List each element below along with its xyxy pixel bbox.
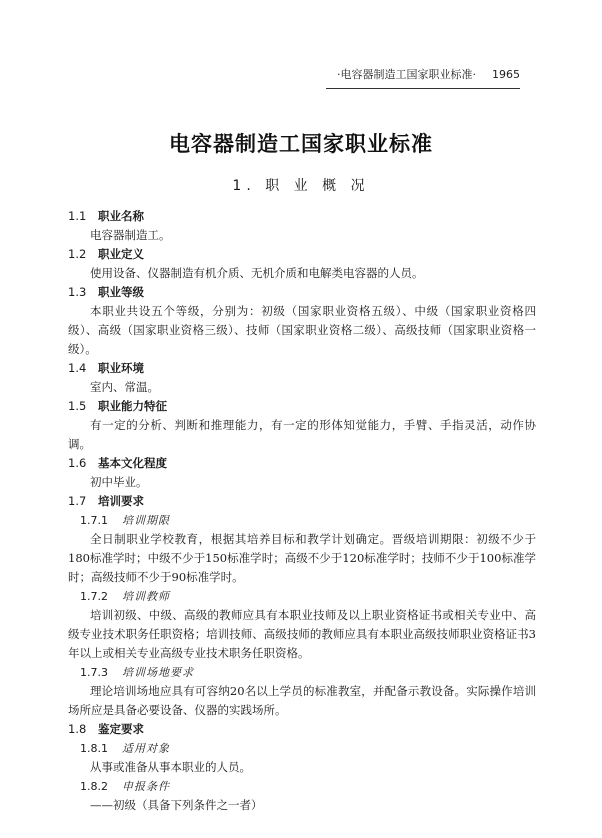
page-title: 电容器制造工国家职业标准	[169, 132, 433, 156]
section-title: 培训要求	[98, 494, 144, 508]
running-title: ·电容器制造工国家职业标准·	[337, 68, 476, 81]
section-text: 初中毕业。	[90, 475, 148, 489]
section-1-1	[68, 207, 536, 245]
subsection-title: 培训期限	[122, 514, 170, 527]
section-number: 1.2	[68, 247, 87, 261]
section-heading	[68, 492, 536, 511]
subsection-heading	[68, 511, 536, 530]
subsection-text: 全日制职业学校教育，根据其培养目标和教学计划确定。晋级培训期限：初级不少于180标准学时；中级不少于150标准学时；高级不少于120标准学时；技师不少于100标准学时；高级技师不少于90标准学时。	[68, 532, 536, 584]
subsection-text: 培训初级、中级、高级的教师应具有本职业技师及以上职业资格证书或相关专业中、高级专业技术职务任职资格；培训技师、高级技师的教师应具有本职业高级技师职业资格证书3年以上或相关专业高级专业技术职务任职资格。	[68, 608, 536, 660]
running-header	[326, 66, 520, 89]
subsection-text: 理论培训场地应具有可容纳20名以上学员的标准教室，并配备示教设备。实际操作培训场所应是具备必要设备、仪器的实践场所。	[68, 684, 536, 717]
section-title: 职业环境	[98, 361, 144, 375]
section-heading	[68, 207, 536, 226]
section-text: 室内、常温。	[90, 380, 159, 394]
section-heading	[68, 397, 536, 416]
subsection-number: 1.8.2	[80, 780, 108, 793]
section-text: 使用设备、仪器制造有机介质、无机介质和电解类电容器的人员。	[90, 266, 424, 280]
section-text: 本职业共设五个等级，分别为：初级（国家职业资格五级）、中级（国家职业资格四级）、高级（国家职业资格三级）、技师（国家职业资格二级）、高级技师（国家职业资格一级）。	[68, 304, 536, 356]
section-heading	[68, 454, 536, 473]
section-heading	[68, 245, 536, 264]
section-text: 电容器制造工。	[90, 228, 171, 242]
section-1-6	[68, 454, 536, 492]
section-title: 职业名称	[98, 209, 144, 223]
section-title: 鉴定要求	[98, 722, 144, 736]
subsection-number: 1.7.2	[80, 590, 108, 603]
section-heading	[68, 359, 536, 378]
subsection-text: ——初级（具备下列条件之一者）	[90, 798, 263, 812]
section-title: 基本文化程度	[98, 456, 167, 470]
section-number: 1.4	[68, 361, 87, 375]
subsection-heading	[68, 777, 536, 796]
section-number: 1.8	[68, 722, 87, 736]
subsection-title: 培训场地要求	[122, 666, 194, 679]
section-1-2	[68, 245, 536, 283]
subsection-heading	[68, 663, 536, 682]
section-title: 职业定义	[98, 247, 144, 261]
section-1-5	[68, 397, 536, 454]
subsection-heading	[68, 739, 536, 758]
section-number: 1.7	[68, 494, 87, 508]
subsection-title: 适用对象	[122, 742, 170, 755]
section-number: 1.3	[68, 285, 87, 299]
section-text: 有一定的分析、判断和推理能力，有一定的形体知觉能力，手臂、手指灵活，动作协调。	[68, 418, 536, 451]
section-1-8	[68, 720, 536, 815]
chapter-heading: 1. 职 业 概 况	[232, 178, 370, 194]
section-title: 职业等级	[98, 285, 144, 299]
section-heading	[68, 283, 536, 302]
subsection-heading	[68, 587, 536, 606]
subsection-number: 1.8.1	[80, 742, 108, 755]
section-number: 1.1	[68, 209, 87, 223]
section-heading	[68, 720, 536, 739]
section-number: 1.5	[68, 399, 87, 413]
page-number: 1965	[492, 68, 520, 81]
section-1-4	[68, 359, 536, 397]
subsection-title: 培训教师	[122, 590, 170, 603]
section-number: 1.6	[68, 456, 87, 470]
section-title: 职业能力特征	[98, 399, 167, 413]
section-1-7	[68, 492, 536, 720]
document-body	[68, 207, 536, 815]
subsection-text: 从事或准备从事本职业的人员。	[90, 760, 251, 774]
section-1-3	[68, 283, 536, 359]
subsection-title: 申报条件	[122, 780, 170, 793]
subsection-number: 1.7.1	[80, 514, 108, 527]
subsection-number: 1.7.3	[80, 666, 108, 679]
